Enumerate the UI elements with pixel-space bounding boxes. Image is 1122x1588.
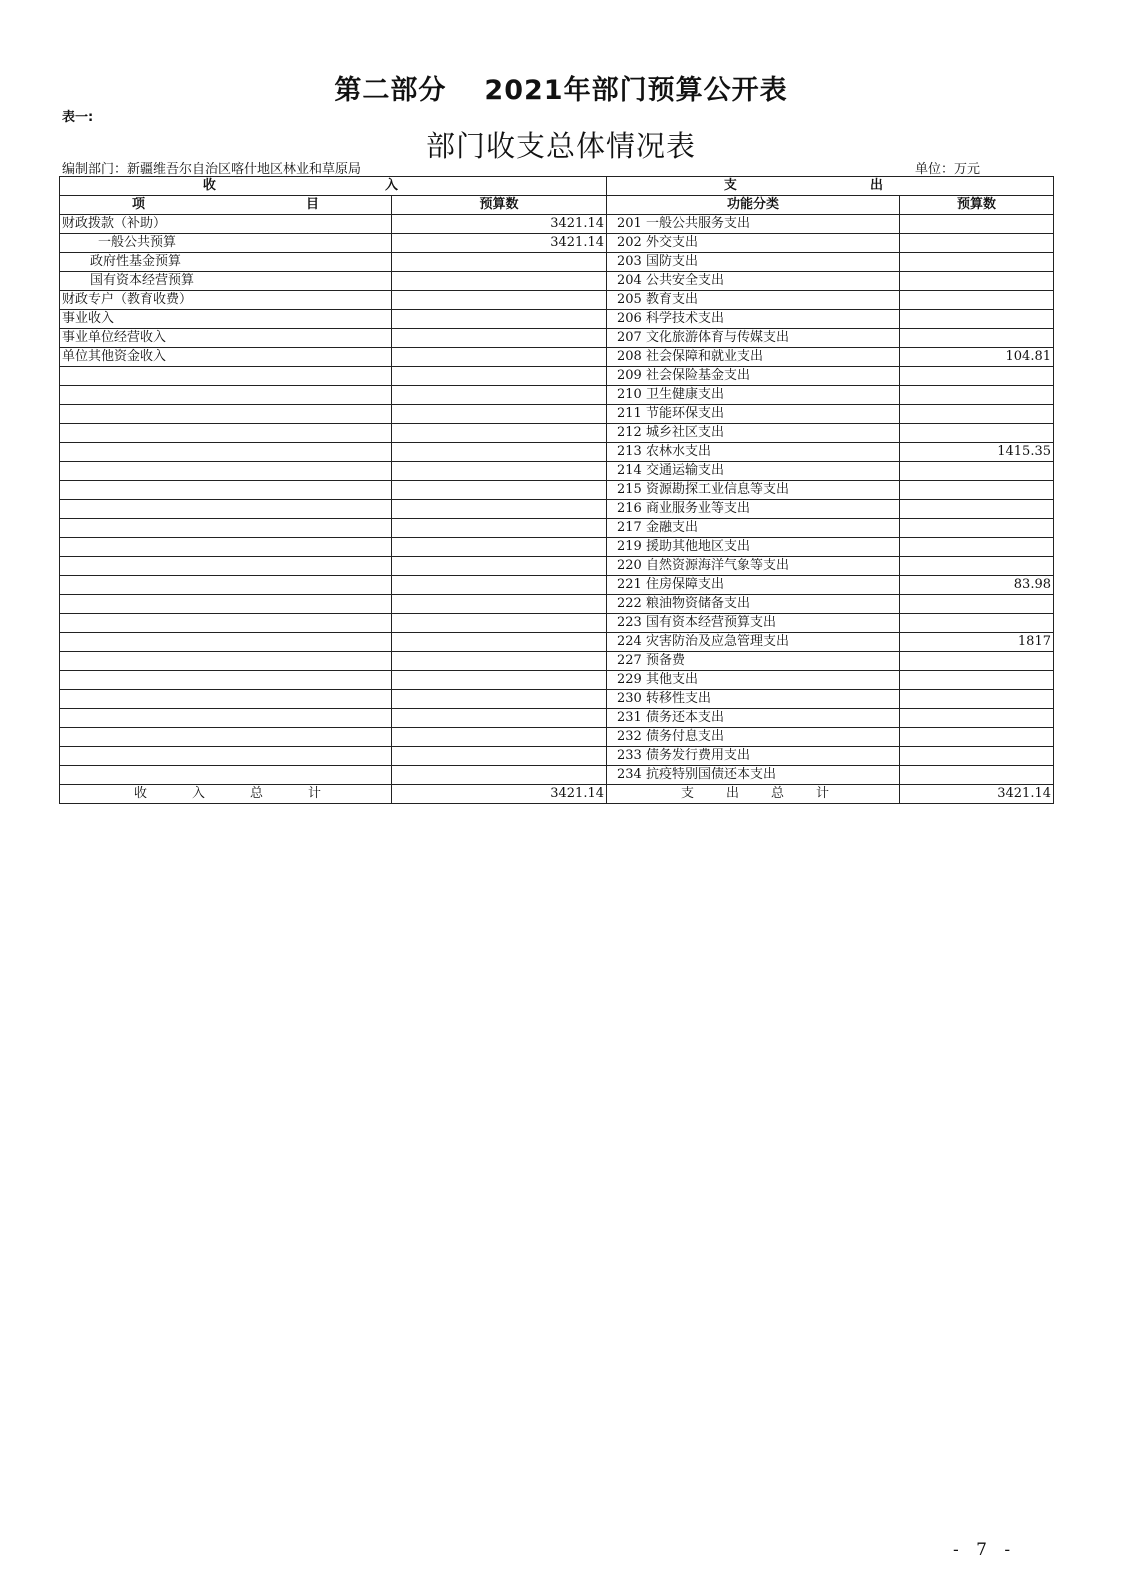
- income-value-empty: [392, 766, 607, 785]
- expense-category: 202 外交支出: [607, 234, 900, 253]
- budget-table: [59, 176, 1054, 804]
- expense-category: 222 粮油物资储备支出: [607, 595, 900, 614]
- expense-category: 206 科学技术支出: [607, 310, 900, 329]
- expense-category: 214 交通运输支出: [607, 462, 900, 481]
- expense-total-label-char: 出: [725, 786, 739, 801]
- expense-total-label-char: 支: [681, 786, 695, 801]
- income-item: 事业收入: [60, 310, 392, 329]
- expense-category: 227 预备费: [607, 652, 900, 671]
- expense-value: [900, 519, 1054, 538]
- expense-value: [900, 500, 1054, 519]
- expense-total-value: 3421.14: [900, 785, 1054, 804]
- expense-category: 216 商业服务业等支出: [607, 500, 900, 519]
- table-row: [60, 690, 1054, 709]
- expense-value: [900, 424, 1054, 443]
- income-item-empty: [60, 424, 392, 443]
- income-value: [392, 272, 607, 291]
- expense-total-label-char: 总: [770, 786, 784, 801]
- income-value-empty: [392, 481, 607, 500]
- table-row: [60, 310, 1054, 329]
- income-item-empty: [60, 766, 392, 785]
- table-row: [60, 462, 1054, 481]
- table-row: [60, 367, 1054, 386]
- page-number: - 7 -: [953, 1540, 1017, 1560]
- income-item: 一般公共预算: [60, 234, 392, 253]
- expense-value: [900, 652, 1054, 671]
- table-row: [60, 253, 1054, 272]
- income-item: 财政专户（教育收费）: [60, 291, 392, 310]
- expense-value: 1817: [900, 633, 1054, 652]
- expense-value: [900, 538, 1054, 557]
- expense-value: [900, 747, 1054, 766]
- income-value-empty: [392, 595, 607, 614]
- expense-category: 234 抗疫特别国债还本支出: [607, 766, 900, 785]
- table-row: [60, 215, 1054, 234]
- income-item-empty: [60, 538, 392, 557]
- income-value-empty: [392, 367, 607, 386]
- income-item: 单位其他资金收入: [60, 348, 392, 367]
- income-total-label-char: 收: [134, 786, 148, 801]
- expense-category: 201 一般公共服务支出: [607, 215, 900, 234]
- expense-category: 204 公共安全支出: [607, 272, 900, 291]
- header-row-top: [60, 177, 1054, 196]
- table-row: [60, 443, 1054, 462]
- table-row: [60, 614, 1054, 633]
- expense-category: 213 农林水支出: [607, 443, 900, 462]
- table-row: [60, 595, 1054, 614]
- expense-value: [900, 291, 1054, 310]
- expense-category: 212 城乡社区支出: [607, 424, 900, 443]
- income-total-label-char: 计: [307, 786, 321, 801]
- expense-category: 230 转移性支出: [607, 690, 900, 709]
- income-value-empty: [392, 557, 607, 576]
- table-row: [60, 500, 1054, 519]
- income-item-empty: [60, 462, 392, 481]
- income-header: [60, 177, 607, 196]
- expense-value: [900, 481, 1054, 500]
- expense-value: [900, 595, 1054, 614]
- income-value: 3421.14: [392, 234, 607, 253]
- income-item: 财政拨款（补助）: [60, 215, 392, 234]
- income-item-empty: [60, 595, 392, 614]
- part-title: [0, 68, 1122, 107]
- income-item-empty: [60, 367, 392, 386]
- expense-total-label: [607, 785, 900, 804]
- part-title-right: 2021年部门预算公开表: [484, 75, 788, 106]
- table-row: [60, 557, 1054, 576]
- income-total-value: 3421.14: [392, 785, 607, 804]
- table-row: [60, 519, 1054, 538]
- expense-value: [900, 386, 1054, 405]
- department-label: 编制部门：新疆维吾尔自治区喀什地区林业和草原局: [62, 162, 362, 177]
- expense-category: 223 国有资本经营预算支出: [607, 614, 900, 633]
- income-item-empty: [60, 690, 392, 709]
- income-value: [392, 253, 607, 272]
- income-total-label: [60, 785, 392, 804]
- part-title-left: 第二部分: [334, 75, 447, 106]
- income-item-empty: [60, 709, 392, 728]
- expense-header-char-1: 支: [723, 178, 737, 193]
- expense-value: 1415.35: [900, 443, 1054, 462]
- income-item-empty: [60, 443, 392, 462]
- expense-category: 210 卫生健康支出: [607, 386, 900, 405]
- income-item-empty: [60, 519, 392, 538]
- expense-header-char-2: 出: [870, 178, 884, 193]
- table-row: [60, 405, 1054, 424]
- table-row: [60, 728, 1054, 747]
- income-value-empty: [392, 405, 607, 424]
- table-row: [60, 538, 1054, 557]
- table-title: 部门收支总体情况表: [425, 129, 696, 163]
- expense-value: [900, 557, 1054, 576]
- item-header-char-1: 项: [132, 197, 146, 212]
- expense-value: [900, 766, 1054, 785]
- expense-total-label-char: 计: [815, 786, 829, 801]
- table-number: 表一:: [62, 110, 94, 125]
- table-row: [60, 576, 1054, 595]
- income-value: [392, 310, 607, 329]
- income-value-empty: [392, 747, 607, 766]
- income-value-empty: [392, 576, 607, 595]
- income-item-empty: [60, 481, 392, 500]
- income-value-empty: [392, 709, 607, 728]
- income-header-char-2: 入: [385, 178, 399, 193]
- expense-value: [900, 329, 1054, 348]
- income-value: [392, 291, 607, 310]
- table-row: [60, 424, 1054, 443]
- expense-header: [607, 177, 1054, 196]
- income-item-empty: [60, 557, 392, 576]
- expense-category: 229 其他支出: [607, 671, 900, 690]
- table-row: [60, 766, 1054, 785]
- income-item-empty: [60, 671, 392, 690]
- expense-value: [900, 671, 1054, 690]
- income-value-empty: [392, 652, 607, 671]
- income-item-empty: [60, 633, 392, 652]
- header-row-sub: [60, 196, 1054, 215]
- income-item-empty: [60, 614, 392, 633]
- expense-category: 217 金融支出: [607, 519, 900, 538]
- income-value: 3421.14: [392, 215, 607, 234]
- totals-row: [60, 785, 1054, 804]
- expense-value: [900, 310, 1054, 329]
- income-value-empty: [392, 519, 607, 538]
- expense-value: 104.81: [900, 348, 1054, 367]
- income-header-char-1: 收: [202, 178, 216, 193]
- income-value-empty: [392, 690, 607, 709]
- table-row: [60, 747, 1054, 766]
- income-total-label-char: 总: [249, 786, 263, 801]
- expense-value: [900, 367, 1054, 386]
- income-value-empty: [392, 424, 607, 443]
- income-value-empty: [392, 538, 607, 557]
- expense-category: 220 自然资源海洋气象等支出: [607, 557, 900, 576]
- income-value-empty: [392, 728, 607, 747]
- income-item: 政府性基金预算: [60, 253, 392, 272]
- income-item-empty: [60, 386, 392, 405]
- income-value-empty: [392, 633, 607, 652]
- unit-label: 单位：万元: [915, 162, 981, 177]
- expense-value: [900, 709, 1054, 728]
- table-row: [60, 709, 1054, 728]
- table-row: [60, 481, 1054, 500]
- income-item-empty: [60, 652, 392, 671]
- expense-category: 203 国防支出: [607, 253, 900, 272]
- item-header: [60, 196, 392, 215]
- income-item: 国有资本经营预算: [60, 272, 392, 291]
- income-item: 事业单位经营收入: [60, 329, 392, 348]
- expense-category: 224 灾害防治及应急管理支出: [607, 633, 900, 652]
- income-value-empty: [392, 671, 607, 690]
- expense-category: 233 债务发行费用支出: [607, 747, 900, 766]
- table-row: [60, 234, 1054, 253]
- expense-value: [900, 614, 1054, 633]
- income-value: [392, 329, 607, 348]
- income-value-empty: [392, 500, 607, 519]
- income-value-empty: [392, 462, 607, 481]
- table-row: [60, 348, 1054, 367]
- income-total-label-char: 入: [191, 786, 205, 801]
- expense-value: 83.98: [900, 576, 1054, 595]
- category-header: 功能分类: [607, 196, 900, 215]
- income-item-empty: [60, 500, 392, 519]
- expense-category: 211 节能环保支出: [607, 405, 900, 424]
- expense-category: 221 住房保障支出: [607, 576, 900, 595]
- income-value-empty: [392, 386, 607, 405]
- income-value-empty: [392, 443, 607, 462]
- expense-category: 215 资源勘探工业信息等支出: [607, 481, 900, 500]
- expense-value: [900, 728, 1054, 747]
- expense-value: [900, 215, 1054, 234]
- expense-category: 231 债务还本支出: [607, 709, 900, 728]
- table-row: [60, 671, 1054, 690]
- table-row: [60, 329, 1054, 348]
- expense-category: 232 债务付息支出: [607, 728, 900, 747]
- expense-category: 209 社会保险基金支出: [607, 367, 900, 386]
- income-value-empty: [392, 614, 607, 633]
- expense-value: [900, 272, 1054, 291]
- budget2-header: 预算数: [900, 196, 1054, 215]
- expense-category: 205 教育支出: [607, 291, 900, 310]
- expense-value: [900, 234, 1054, 253]
- income-value: [392, 348, 607, 367]
- expense-category: 219 援助其他地区支出: [607, 538, 900, 557]
- expense-value: [900, 690, 1054, 709]
- income-item-empty: [60, 747, 392, 766]
- table-row: [60, 272, 1054, 291]
- expense-value: [900, 462, 1054, 481]
- income-item-empty: [60, 728, 392, 747]
- expense-category: 208 社会保障和就业支出: [607, 348, 900, 367]
- table-row: [60, 386, 1054, 405]
- income-item-empty: [60, 576, 392, 595]
- table-row: [60, 291, 1054, 310]
- table-row: [60, 633, 1054, 652]
- income-item-empty: [60, 405, 392, 424]
- table-row: [60, 652, 1054, 671]
- item-header-char-2: 目: [305, 197, 319, 212]
- expense-value: [900, 253, 1054, 272]
- expense-category: 207 文化旅游体育与传媒支出: [607, 329, 900, 348]
- expense-value: [900, 405, 1054, 424]
- budget-header: 预算数: [392, 196, 607, 215]
